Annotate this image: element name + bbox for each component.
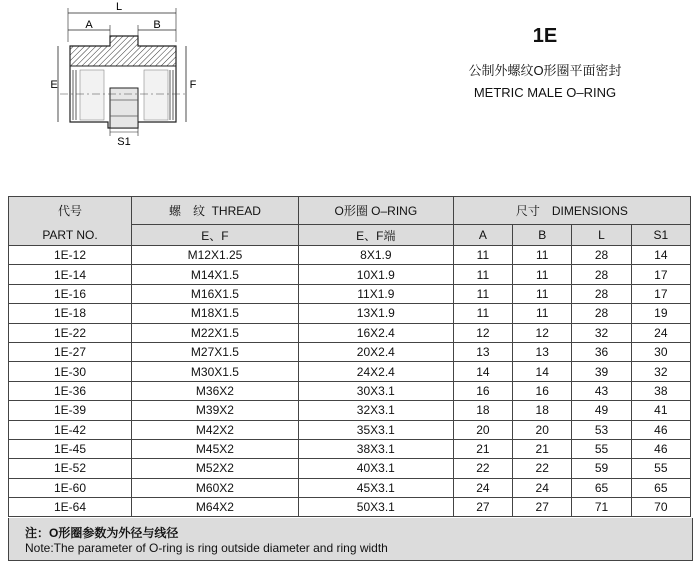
cell-part: 1E-45 [9, 439, 132, 458]
header-dim-l: L [572, 225, 631, 246]
cell-part: 1E-52 [9, 459, 132, 478]
table-row [9, 246, 691, 265]
note-cn: 注：O形圈参数为外径与线径 [25, 526, 179, 540]
cell-a: 11 [453, 284, 512, 303]
label-L: L [115, 1, 123, 13]
cell-s1: 17 [631, 284, 690, 303]
table-row [9, 420, 691, 439]
header-dimensions: 尺寸 DIMENSIONS [453, 197, 690, 225]
cell-s1: 38 [631, 381, 690, 400]
label-S1: S1 [117, 136, 131, 148]
cell-s1: 46 [631, 439, 690, 458]
cell-thread: M12X1.25 [131, 246, 298, 265]
header-part-cn: 代号 [9, 197, 132, 225]
cell-b: 11 [513, 284, 572, 303]
cell-s1: 24 [631, 323, 690, 342]
cell-b: 27 [513, 498, 572, 517]
cell-a: 24 [453, 478, 512, 497]
cell-l: 28 [572, 284, 631, 303]
cell-l: 71 [572, 498, 631, 517]
cell-thread: M52X2 [131, 459, 298, 478]
cell-s1: 65 [631, 478, 690, 497]
cell-s1: 14 [631, 246, 690, 265]
cell-part: 1E-30 [9, 362, 132, 381]
cell-l: 55 [572, 439, 631, 458]
cell-part: 1E-18 [9, 304, 132, 323]
cell-b: 11 [513, 265, 572, 284]
cell-l: 59 [572, 459, 631, 478]
cell-thread: M60X2 [131, 478, 298, 497]
cell-thread: M64X2 [131, 498, 298, 517]
model-code: 1E [532, 25, 558, 47]
notes [8, 518, 693, 561]
table-row [9, 284, 691, 303]
cell-part: 1E-42 [9, 420, 132, 439]
cell-l: 43 [572, 381, 631, 400]
cell-oring: 16X2.4 [298, 323, 453, 342]
cell-part: 1E-16 [9, 284, 132, 303]
label-B: B [153, 19, 161, 31]
cell-thread: M22X1.5 [131, 323, 298, 342]
header-dim-s1: S1 [631, 225, 690, 246]
table-row [9, 478, 691, 497]
cell-l: 53 [572, 420, 631, 439]
table-row [9, 498, 691, 517]
header-oring-sub: E、F端 [298, 225, 453, 246]
cell-oring: 11X1.9 [298, 284, 453, 303]
cell-a: 13 [453, 342, 512, 361]
cell-a: 18 [453, 401, 512, 420]
cell-thread: M14X1.5 [131, 265, 298, 284]
cell-b: 12 [513, 323, 572, 342]
cell-b: 21 [513, 439, 572, 458]
note-en: Note:The parameter of O-ring is ring outside diameter and ring width [25, 541, 388, 555]
cell-l: 32 [572, 323, 631, 342]
cell-l: 36 [572, 342, 631, 361]
cell-oring: 40X3.1 [298, 459, 453, 478]
cell-a: 20 [453, 420, 512, 439]
cell-thread: M27X1.5 [131, 342, 298, 361]
cell-thread: M16X1.5 [131, 284, 298, 303]
cell-thread: M42X2 [131, 420, 298, 439]
title-en: METRIC MALE O–RING [473, 85, 617, 100]
cell-oring: 38X3.1 [298, 439, 453, 458]
label-A: A [85, 19, 93, 31]
table-row [9, 381, 691, 400]
spec-table [8, 196, 691, 517]
cell-b: 18 [513, 401, 572, 420]
cell-oring: 30X3.1 [298, 381, 453, 400]
table-row [9, 401, 691, 420]
cell-l: 65 [572, 478, 631, 497]
cell-b: 11 [513, 304, 572, 323]
cell-thread: M30X1.5 [131, 362, 298, 381]
cell-s1: 46 [631, 420, 690, 439]
cell-part: 1E-60 [9, 478, 132, 497]
cell-thread: M18X1.5 [131, 304, 298, 323]
header-dim-b: B [513, 225, 572, 246]
cell-oring: 13X1.9 [298, 304, 453, 323]
cell-a: 16 [453, 381, 512, 400]
cell-b: 20 [513, 420, 572, 439]
cell-l: 28 [572, 246, 631, 265]
cell-oring: 10X1.9 [298, 265, 453, 284]
cell-part: 1E-22 [9, 323, 132, 342]
header-part-en: PART NO. [9, 225, 132, 246]
cell-b: 11 [513, 246, 572, 265]
cell-s1: 30 [631, 342, 690, 361]
cell-a: 12 [453, 323, 512, 342]
header-dim-a: A [453, 225, 512, 246]
cell-s1: 70 [631, 498, 690, 517]
cell-thread: M39X2 [131, 401, 298, 420]
cell-thread: M45X2 [131, 439, 298, 458]
title-block [440, 25, 650, 100]
cell-b: 14 [513, 362, 572, 381]
table-row [9, 265, 691, 284]
cell-oring: 35X3.1 [298, 420, 453, 439]
cell-a: 11 [453, 265, 512, 284]
cell-b: 13 [513, 342, 572, 361]
cell-s1: 17 [631, 265, 690, 284]
cell-l: 49 [572, 401, 631, 420]
cell-a: 21 [453, 439, 512, 458]
table-row [9, 323, 691, 342]
cell-a: 14 [453, 362, 512, 381]
table-row [9, 362, 691, 381]
header-thread-sub: E、F [131, 225, 298, 246]
table-row [9, 304, 691, 323]
cell-oring: 8X1.9 [298, 246, 453, 265]
cell-oring: 24X2.4 [298, 362, 453, 381]
cell-a: 22 [453, 459, 512, 478]
table-row [9, 459, 691, 478]
table-row [9, 439, 691, 458]
cell-part: 1E-36 [9, 381, 132, 400]
cell-a: 11 [453, 246, 512, 265]
cell-l: 39 [572, 362, 631, 381]
cell-a: 11 [453, 304, 512, 323]
cell-s1: 41 [631, 401, 690, 420]
header-oring: O形圈 O–RING [298, 197, 453, 225]
cell-part: 1E-27 [9, 342, 132, 361]
cell-thread: M36X2 [131, 381, 298, 400]
cell-s1: 32 [631, 362, 690, 381]
cell-l: 28 [572, 265, 631, 284]
cell-b: 16 [513, 381, 572, 400]
cell-oring: 45X3.1 [298, 478, 453, 497]
cell-s1: 19 [631, 304, 690, 323]
cell-oring: 50X3.1 [298, 498, 453, 517]
fitting-drawing [40, 0, 220, 150]
title-cn: 公制外螺纹O形圈平面密封 [468, 63, 622, 78]
cell-part: 1E-14 [9, 265, 132, 284]
cell-b: 24 [513, 478, 572, 497]
cell-part: 1E-39 [9, 401, 132, 420]
cell-s1: 55 [631, 459, 690, 478]
table-row [9, 342, 691, 361]
cell-oring: 32X3.1 [298, 401, 453, 420]
label-E: E [50, 79, 58, 91]
cell-b: 22 [513, 459, 572, 478]
label-F: F [189, 79, 197, 91]
header-thread: 螺 纹 THREAD [131, 197, 298, 225]
cell-part: 1E-12 [9, 246, 132, 265]
spec-table-body [9, 246, 691, 517]
cell-a: 27 [453, 498, 512, 517]
cell-l: 28 [572, 304, 631, 323]
cell-oring: 20X2.4 [298, 342, 453, 361]
cell-part: 1E-64 [9, 498, 132, 517]
